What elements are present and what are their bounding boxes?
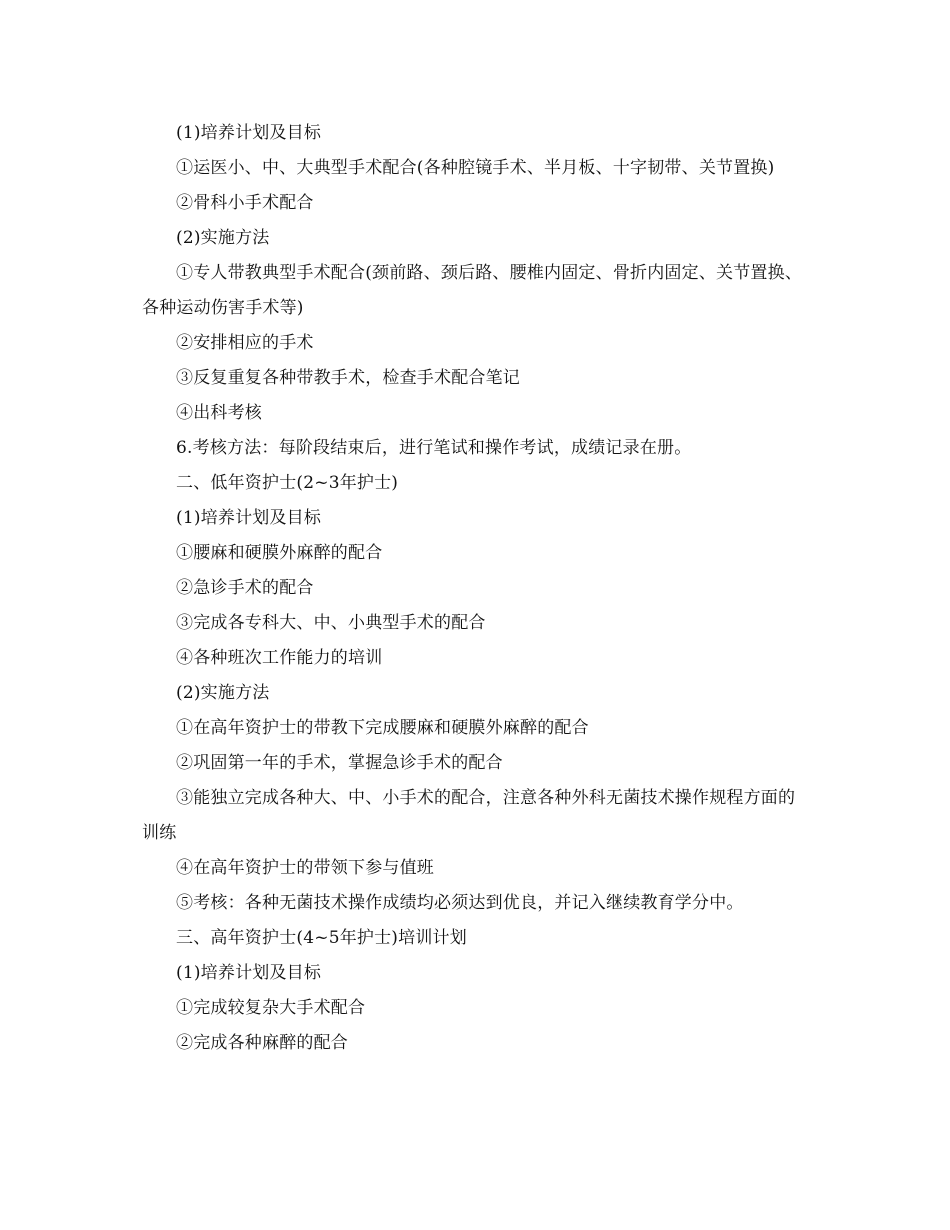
paragraph: ④各种班次工作能力的培训 <box>176 648 383 668</box>
paragraph: (1)培养计划及目标 <box>176 508 322 528</box>
paragraph: (1)培养计划及目标 <box>176 963 322 983</box>
paragraph: (1)培养计划及目标 <box>176 123 322 143</box>
paragraph: ②安排相应的手术 <box>176 333 314 353</box>
paragraph: ④在高年资护士的带领下参与值班 <box>176 858 434 878</box>
document-body <box>142 116 806 1061</box>
paragraph: ③能独立完成各种大、中、小手术的配合，注意各种外科无菌技术操作规程方面的训练 <box>142 788 796 843</box>
paragraph: ③完成各专科大、中、小典型手术的配合 <box>176 613 486 633</box>
paragraph: ①在高年资护士的带教下完成腰麻和硬膜外麻醉的配合 <box>176 718 589 738</box>
paragraph: ①专人带教典型手术配合(颈前路、颈后路、腰椎内固定、骨折内固定、关节置换、各种运动伤害手术等) <box>142 263 803 318</box>
paragraph: ⑤考核：各种无菌技术操作成绩均必须达到优良，并记入继续教育学分中。 <box>176 893 744 913</box>
paragraph: 6.考核方法：每阶段结束后，进行笔试和操作考试，成绩记录在册。 <box>176 438 692 458</box>
paragraph: ②完成各种麻醉的配合 <box>176 1033 348 1053</box>
paragraph: ②巩固第一年的手术，掌握急诊手术的配合 <box>176 753 503 773</box>
paragraph: ①腰麻和硬膜外麻醉的配合 <box>176 543 383 563</box>
paragraph: ①完成较复杂大手术配合 <box>176 998 366 1018</box>
paragraph: (2)实施方法 <box>176 683 270 703</box>
section-heading: 二、低年资护士(2~3年护士) <box>176 473 399 493</box>
section-heading: 三、高年资护士(4~5年护士)培训计划 <box>176 928 467 948</box>
paragraph: ③反复重复各种带教手术，检查手术配合笔记 <box>176 368 520 388</box>
paragraph: ④出科考核 <box>176 403 262 423</box>
paragraph: ①运医小、中、大典型手术配合(各种腔镜手术、半月板、十字韧带、关节置换) <box>176 158 775 178</box>
paragraph: ②骨科小手术配合 <box>176 193 314 213</box>
paragraph: ②急诊手术的配合 <box>176 578 314 598</box>
paragraph: (2)实施方法 <box>176 228 270 248</box>
